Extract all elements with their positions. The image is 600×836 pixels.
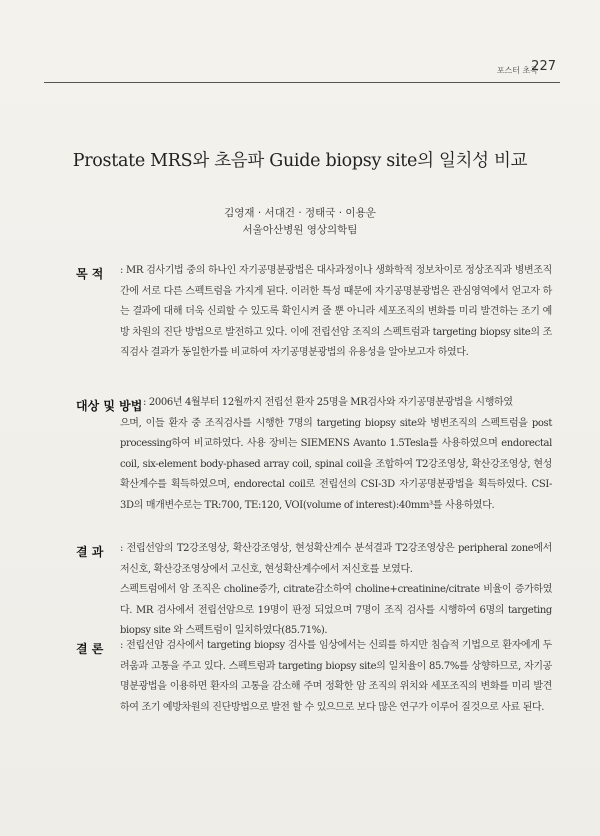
section-label-result: 결 과 <box>76 545 104 559</box>
method-text: 으며, 이들 환자 중 조직검사를 시행한 7명의 targeting biopsy site와 병변조직의 스펙트럼을 post processing하여 비교하였다. 사용 장비는 SIEMENS Avanto 1.5Tesla를 사용하였으며 endorectal coil, six-element body-phased array coil, spinal coil을 조합하여 T2강조영상, 확산강조영상, 현성확산계수를 획득하였으며, endorectal coil로 전립선의 CSI-3D 자기공명분광법을 획득하였다. CSI-3D의 매개변수로는 TR:700, TE:120, VOI(volume of interest):40mm³를 사용하였다. <box>120 417 552 511</box>
header-section-label: 포스터 초록 <box>496 66 538 75</box>
section-body-method-first <box>143 393 552 414</box>
page-number: 227 <box>531 59 556 74</box>
conclusion-text: : 전립선암 검사에서 targeting biopsy 검사를 임상에서는 신뢰를 하지만 침습적 기법으로 환자에게 두려움과 고통을 주고 있다. 스펙트럼과 targeting biopsy site의 일치율이 85.7%를 상향하므로, 자기공명분광법을 이용하면 환자의 고통을 감소해 주며 정확한 암 조직의 위치와 세포조직의 변화를 미리 발견하여 조기 예방차원의 진단방법으로 발전 할 수 있으므로 보다 많은 연구가 이루어 질것으로 사료 된다. <box>120 640 552 713</box>
result-text-2: 스펙트럼에서 암 조직은 choline증가, citrate감소하여 choline+creatinine/citrate 비율이 증가하였다. MR 검사에서 전립선암으로 19명이 판정 되었으며 7명이 조직 검사를 시행하여 6명의 targeting biopsy site 와 스펙트럼이 일치하였다(85.71%). <box>120 584 552 636</box>
section-label-method: 대상 및 방법 <box>76 399 143 413</box>
section-result <box>76 543 556 643</box>
section-body-conclusion <box>120 636 552 718</box>
section-label-conclusion: 결 론 <box>76 642 104 656</box>
section-label-purpose: 목 적 <box>76 267 104 281</box>
section-body-method <box>120 414 552 517</box>
section-method <box>76 397 556 537</box>
affiliation: 서울아산병원 영상의학팀 <box>242 224 358 236</box>
purpose-text: : MR 검사기법 중의 하나인 자기공명분광법은 대사과정이나 생화학적 정보차이로 정상조직과 병변조직 간에 서로 다른 스펙트럼을 가지게 된다. 이러한 특성 때문에 자기공명분광법은 관심영역에서 얻고자 하는 결과에 대해 더욱 신뢰할 수 있도록 확인시켜 줄 뿐 아니라 세포조직의 변화를 미리 발견하는 조기 예방 차원의 진단 방법으로 발전하고 있다. 이에 전립선암 조직의 스펙트럼과 targeting biopsy site의 조직검사 결과가 동일한가를 비교하여 자기공명분광법의 유용성을 알아보고자 하였다. <box>120 265 552 358</box>
page-header <box>0 58 600 82</box>
section-conclusion <box>76 640 556 770</box>
header-divider <box>44 82 560 83</box>
result-text-1: : 전립선암의 T2강조영상, 확산강조영상, 현성확산계수 분석결과 T2강조영상은 peripheral zone에서 저신호, 확산강조영상에서 고신호, 현성확산계수에서 저신호를 보였다. <box>120 543 552 575</box>
section-body-result <box>120 539 552 642</box>
paper-title: Prostate MRS와 초음파 Guide biopsy site의 일치성 비교 <box>72 151 528 171</box>
section-body-purpose <box>120 261 552 364</box>
section-purpose <box>76 265 556 380</box>
method-text-first: : 2006년 4월부터 12월까지 전립선 환자 25명을 MR검사와 자기공명분광법을 시행하였 <box>143 397 513 408</box>
authors: 김영재 · 서대건 · 정태국 · 이용운 <box>224 207 376 219</box>
